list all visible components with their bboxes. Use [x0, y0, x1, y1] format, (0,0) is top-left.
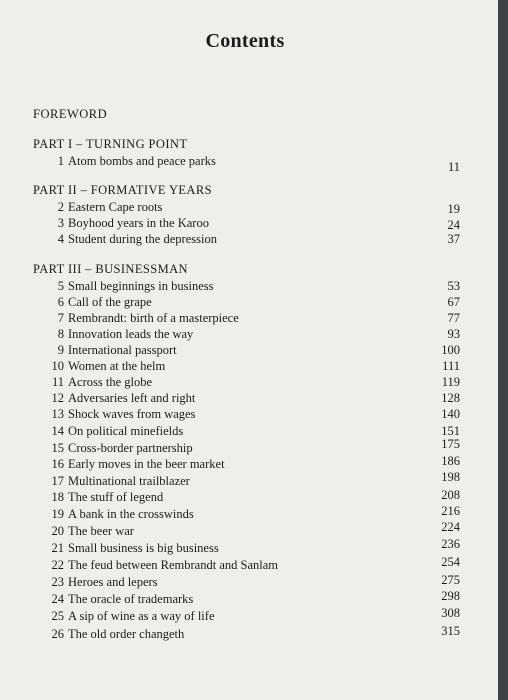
page-number: 298 [441, 589, 460, 603]
page-number: 93 [447, 327, 460, 341]
chapter-title: Small business is big business [68, 541, 219, 555]
page-number: 24 [447, 218, 460, 232]
page-number: 275 [441, 573, 460, 587]
page-number: 186 [441, 454, 460, 468]
chapter-title: Eastern Cape roots [68, 200, 163, 214]
toc-entry [40, 153, 460, 174]
page-number: 208 [441, 488, 460, 502]
chapter-title: Adversaries left and right [68, 391, 196, 405]
chapter-title: Atom bombs and peace parks [68, 154, 216, 168]
part-heading: PART II – FORMATIVE YEARS [33, 183, 212, 197]
page-number: 175 [441, 437, 460, 451]
page-number: 111 [442, 359, 460, 373]
page-number: 224 [441, 520, 460, 534]
chapter-number: 20 [51, 524, 64, 538]
toc-entry [40, 390, 460, 406]
chapter-title: Early moves in the beer market [68, 457, 225, 471]
toc-entry [40, 215, 460, 231]
chapter-number: 13 [51, 407, 64, 421]
chapter-number: 10 [51, 359, 64, 373]
page-number: 315 [441, 624, 460, 638]
chapter-number: 5 [57, 279, 64, 293]
chapter-title: Multinational trailblazer [68, 474, 190, 488]
toc-entry [40, 626, 460, 642]
page-number: 236 [441, 537, 460, 551]
chapter-title: Heroes and lepers [68, 575, 158, 589]
toc-entry [40, 557, 460, 573]
page-number: 67 [447, 295, 460, 309]
toc-entry [40, 437, 460, 456]
chapter-title: The oracle of trademarks [68, 592, 194, 606]
chapter-number: 18 [51, 490, 64, 504]
toc-entry [40, 358, 460, 374]
chapter-number: 14 [51, 424, 64, 438]
chapter-title: On political minefields [68, 424, 184, 438]
contents-title: Contents [205, 30, 285, 52]
foreword-entry: FOREWORD [33, 107, 108, 121]
chapter-number: 19 [51, 507, 64, 521]
chapter-title: Shock waves from wages [68, 407, 196, 421]
toc-entry [40, 456, 460, 472]
toc-entry [40, 326, 460, 342]
chapter-title: The beer war [68, 524, 134, 538]
chapter-number: 21 [51, 541, 64, 555]
chapter-number: 16 [51, 457, 64, 471]
chapter-title: Women at the helm [68, 359, 166, 373]
part-heading: PART I – TURNING POINT [33, 137, 188, 151]
toc-entry [40, 489, 460, 505]
chapter-title: A bank in the crosswinds [68, 507, 194, 521]
page-number: 151 [441, 424, 460, 438]
page-number: 128 [441, 391, 460, 405]
page-edge [498, 0, 508, 700]
chapter-number: 24 [51, 592, 64, 606]
toc-entry [40, 423, 460, 439]
chapter-number: 15 [51, 441, 64, 455]
chapter-title: Boyhood years in the Karoo [68, 216, 209, 230]
part-heading: PART III – BUSINESSMAN [33, 262, 188, 276]
chapter-title: Across the globe [68, 375, 153, 389]
chapter-number: 25 [51, 609, 64, 623]
page-number: 254 [441, 555, 460, 569]
page-number: 11 [447, 160, 460, 174]
chapter-number: 1 [57, 154, 64, 168]
chapter-number: 22 [51, 558, 64, 572]
chapter-title: Student during the depression [68, 232, 217, 246]
chapter-title: Small beginnings in business [68, 279, 214, 293]
toc-entry [40, 294, 460, 310]
chapter-number: 17 [51, 474, 64, 488]
page-number: 140 [441, 407, 460, 421]
page-number: 53 [447, 279, 460, 293]
chapter-number: 9 [57, 343, 64, 357]
toc-entry [40, 199, 460, 215]
chapter-title: Call of the grape [68, 295, 152, 309]
chapter-title: The stuff of legend [68, 490, 164, 504]
toc-entry [40, 537, 460, 556]
chapter-title: Cross-border partnership [68, 441, 193, 455]
chapter-title: A sip of wine as a way of life [68, 609, 215, 623]
chapter-number: 7 [57, 311, 64, 325]
chapter-number: 2 [57, 200, 64, 214]
chapter-title: The old order changeth [68, 627, 185, 641]
chapter-number: 3 [57, 216, 64, 230]
toc-entry [40, 374, 460, 390]
chapter-number: 6 [57, 295, 64, 309]
chapter-number: 11 [51, 375, 64, 389]
chapter-number: 26 [51, 627, 64, 641]
page-number: 308 [441, 606, 460, 620]
page-number: 100 [441, 343, 460, 357]
page-number: 119 [441, 375, 460, 389]
page-number: 77 [447, 311, 460, 325]
page-number: 198 [441, 470, 460, 484]
toc-entry [40, 520, 460, 539]
toc-entry [40, 608, 460, 624]
chapter-title: Innovation leads the way [68, 327, 194, 341]
toc-entry [40, 310, 460, 326]
toc-entry [40, 470, 460, 489]
page-number: 216 [441, 504, 460, 518]
toc-entry [40, 231, 460, 247]
chapter-number: 23 [51, 575, 64, 589]
chapter-title: International passport [68, 343, 177, 357]
page-number: 37 [447, 232, 460, 246]
chapter-number: 4 [57, 232, 64, 246]
toc-entry [40, 342, 460, 358]
page-number: 19 [447, 202, 460, 216]
chapter-number: 12 [51, 391, 64, 405]
toc-entry [40, 574, 460, 590]
chapter-title: Rembrandt: birth of a masterpiece [68, 311, 239, 325]
toc-entry [40, 406, 460, 422]
chapter-number: 8 [57, 327, 64, 341]
chapter-title: The feud between Rembrandt and Sanlam [68, 558, 278, 572]
toc-entry [40, 506, 460, 522]
toc-entry [40, 591, 460, 607]
toc-entry [40, 278, 460, 294]
